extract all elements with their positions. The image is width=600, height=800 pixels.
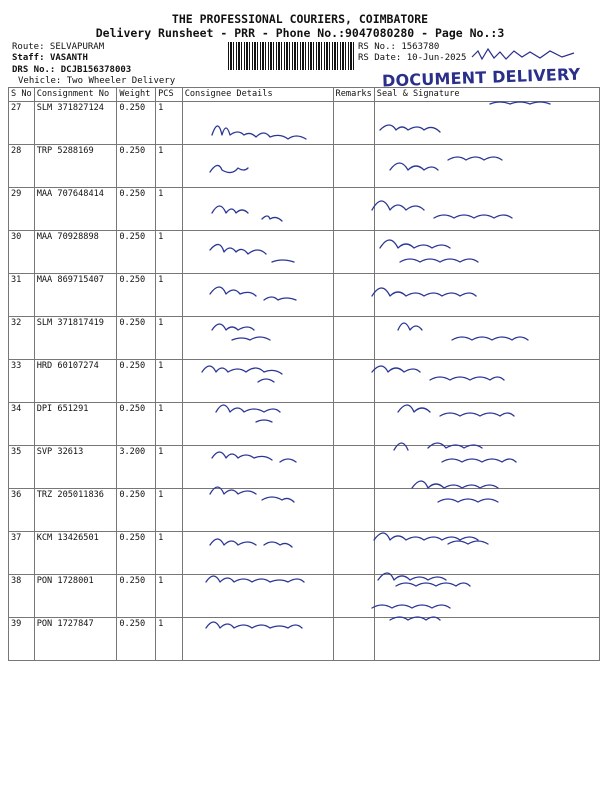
cell-remarks — [333, 575, 374, 618]
cell-signature — [374, 575, 599, 618]
cell-pcs: 1 — [156, 231, 183, 274]
col-remarks: Remarks — [333, 88, 374, 102]
cell-consignee — [182, 403, 333, 446]
col-consignee-details: Consignee Details — [182, 88, 333, 102]
cell-weight: 0.250 — [117, 532, 156, 575]
vehicle-label: Vehicle: Two Wheeler Delivery — [18, 76, 176, 86]
cell-consignee — [182, 575, 333, 618]
cell-consignment: DPI 651291 — [34, 403, 117, 446]
staff-line — [12, 53, 88, 63]
col-pcs: PCS — [156, 88, 183, 102]
cell-consignee — [182, 274, 333, 317]
cell-signature — [374, 188, 599, 231]
cell-consignee — [182, 446, 333, 489]
runsheet-table — [8, 87, 600, 661]
drs-number: DRS No.: DCJB156378003 — [12, 65, 132, 75]
cell-sno: 29 — [9, 188, 35, 231]
cell-signature — [374, 446, 599, 489]
cell-weight: 0.250 — [117, 403, 156, 446]
cell-remarks — [333, 489, 374, 532]
cell-consignee — [182, 231, 333, 274]
cell-consignee — [182, 102, 333, 145]
cell-sno: 27 — [9, 102, 35, 145]
cell-pcs: 1 — [156, 274, 183, 317]
table-row — [9, 403, 600, 446]
cell-pcs: 1 — [156, 188, 183, 231]
cell-weight: 0.250 — [117, 274, 156, 317]
cell-sno: 31 — [9, 274, 35, 317]
cell-weight: 0.250 — [117, 188, 156, 231]
cell-remarks — [333, 102, 374, 145]
runsheet-subtitle: Delivery Runsheet - PRR - Phone No.:9047080280 - Page No.:3 — [95, 26, 505, 40]
col-signature: Seal & Signature — [374, 88, 599, 102]
cell-signature — [374, 274, 599, 317]
cell-pcs: 1 — [156, 403, 183, 446]
cell-consignment: TRZ 205011836 — [34, 489, 117, 532]
cell-consignee — [182, 188, 333, 231]
table-row — [9, 446, 600, 489]
cell-signature — [374, 403, 599, 446]
cell-sno: 39 — [9, 618, 35, 661]
cell-signature — [374, 102, 599, 145]
cell-pcs: 1 — [156, 532, 183, 575]
cell-weight: 0.250 — [117, 145, 156, 188]
table-row — [9, 618, 600, 661]
rs-number: RS No.: 1563780 — [358, 42, 440, 52]
cell-signature — [374, 231, 599, 274]
table-header-row — [9, 88, 600, 102]
cell-consignment: MAA 869715407 — [34, 274, 117, 317]
cell-remarks — [333, 145, 374, 188]
cell-consignment: KCM 13426501 — [34, 532, 117, 575]
cell-signature — [374, 360, 599, 403]
cell-sno: 30 — [9, 231, 35, 274]
cell-pcs: 1 — [156, 145, 183, 188]
company-title: THE PROFESSIONAL COURIERS, COIMBATORE — [171, 12, 429, 26]
cell-signature — [374, 145, 599, 188]
cell-sno: 38 — [9, 575, 35, 618]
cell-pcs: 1 — [156, 317, 183, 360]
table-row — [9, 145, 600, 188]
table-row — [9, 575, 600, 618]
cell-consignment: PON 1728001 — [34, 575, 117, 618]
cell-sno: 32 — [9, 317, 35, 360]
cell-consignment: TRP 5288169 — [34, 145, 117, 188]
cell-consignee — [182, 317, 333, 360]
cell-pcs: 1 — [156, 102, 183, 145]
table-row — [9, 231, 600, 274]
col-weight: Weight — [117, 88, 156, 102]
cell-weight: 0.250 — [117, 489, 156, 532]
barcode — [228, 42, 354, 70]
cell-pcs: 1 — [156, 618, 183, 661]
cell-weight: 0.250 — [117, 575, 156, 618]
stamp-scribble — [470, 43, 580, 65]
cell-remarks — [333, 403, 374, 446]
col-consignment: Consignment No — [34, 88, 117, 102]
cell-pcs: 1 — [156, 446, 183, 489]
cell-remarks — [333, 188, 374, 231]
cell-weight: 0.250 — [117, 231, 156, 274]
table-row — [9, 317, 600, 360]
cell-remarks — [333, 317, 374, 360]
cell-signature — [374, 532, 599, 575]
table-row — [9, 360, 600, 403]
cell-weight: 3.200 — [117, 446, 156, 489]
route-label: Route: SELVAPURAM — [12, 42, 105, 52]
table-row — [9, 188, 600, 231]
cell-weight: 0.250 — [117, 618, 156, 661]
staff-name: VASANTH — [49, 53, 88, 63]
table-row — [9, 489, 600, 532]
cell-consignee — [182, 532, 333, 575]
cell-sno: 33 — [9, 360, 35, 403]
cell-consignment: SVP 32613 — [34, 446, 117, 489]
cell-signature — [374, 489, 599, 532]
table-row — [9, 532, 600, 575]
cell-weight: 0.250 — [117, 360, 156, 403]
cell-remarks — [333, 274, 374, 317]
cell-signature — [374, 317, 599, 360]
cell-remarks — [333, 231, 374, 274]
cell-consignment: SLM 371827124 — [34, 102, 117, 145]
table-row — [9, 274, 600, 317]
cell-consignee — [182, 145, 333, 188]
cell-remarks — [333, 618, 374, 661]
cell-weight: 0.250 — [117, 317, 156, 360]
rs-date: RS Date: 10-Jun-2025 — [358, 53, 467, 63]
cell-consignment: HRD 60107274 — [34, 360, 117, 403]
cell-consignment: SLM 371817419 — [34, 317, 117, 360]
cell-signature — [374, 618, 599, 661]
cell-consignment: MAA 707648414 — [34, 188, 117, 231]
cell-consignee — [182, 360, 333, 403]
cell-sno: 37 — [9, 532, 35, 575]
cell-sno: 36 — [9, 489, 35, 532]
document-delivery-stamp: DOCUMENT DELIVERY — [381, 64, 581, 91]
cell-remarks — [333, 532, 374, 575]
staff-label: Staff: — [12, 53, 50, 63]
cell-pcs: 1 — [156, 360, 183, 403]
cell-pcs: 1 — [156, 489, 183, 532]
cell-consignee — [182, 618, 333, 661]
cell-sno: 35 — [9, 446, 35, 489]
cell-weight: 0.250 — [117, 102, 156, 145]
cell-consignment: MAA 70928898 — [34, 231, 117, 274]
cell-sno: 34 — [9, 403, 35, 446]
col-sno: S No — [9, 88, 35, 102]
table-row — [9, 102, 600, 145]
cell-remarks — [333, 446, 374, 489]
cell-pcs: 1 — [156, 575, 183, 618]
cell-consignment: PON 1727847 — [34, 618, 117, 661]
cell-remarks — [333, 360, 374, 403]
cell-sno: 28 — [9, 145, 35, 188]
cell-consignee — [182, 489, 333, 532]
